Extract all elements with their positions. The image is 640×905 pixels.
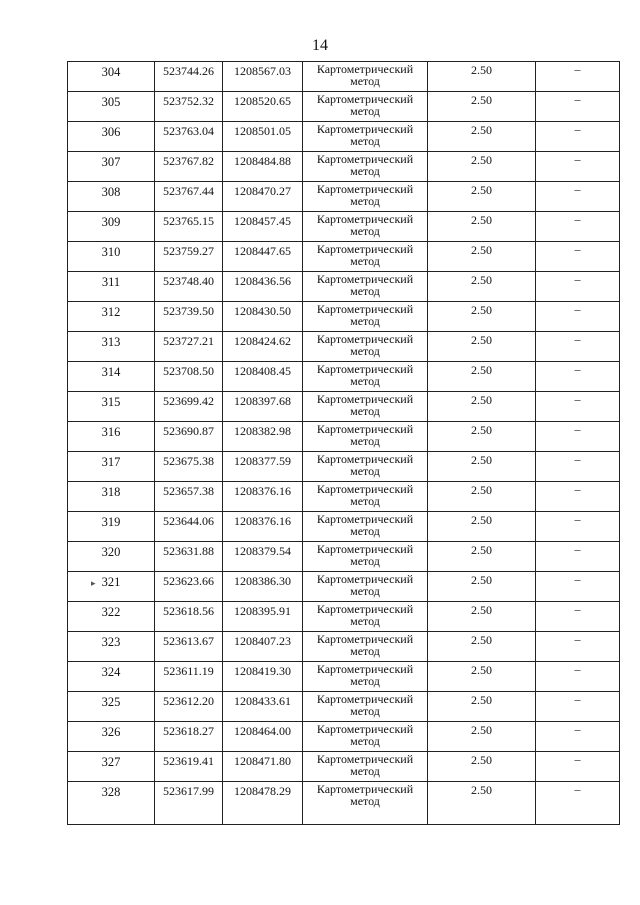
accuracy-cell: 2.50 <box>428 422 536 452</box>
method-line-1: Картометрический <box>316 92 414 106</box>
x-coordinate-cell: 523631.88 <box>155 542 223 572</box>
accuracy-cell: 2.50 <box>428 362 536 392</box>
x-coordinate-cell: 523708.50 <box>155 362 223 392</box>
extra-cell: – <box>536 62 620 92</box>
table-row <box>68 92 620 122</box>
y-coordinate-cell: 1208408.45 <box>223 362 303 392</box>
method-line-2: метод <box>350 344 380 358</box>
table-row <box>68 332 620 362</box>
x-coordinate-cell: 523612.20 <box>155 692 223 722</box>
method-line-2: метод <box>350 104 380 118</box>
method-line-2: метод <box>350 734 380 748</box>
point-number-cell: 307 <box>68 152 155 182</box>
method-line-1: Картометрический <box>316 782 414 796</box>
y-coordinate-cell: 1208433.61 <box>223 692 303 722</box>
accuracy-cell: 2.50 <box>428 122 536 152</box>
point-number-cell: 313 <box>68 332 155 362</box>
method-line-1: Картометрический <box>316 182 414 196</box>
accuracy-cell: 2.50 <box>428 572 536 602</box>
accuracy-cell: 2.50 <box>428 512 536 542</box>
extra-cell: – <box>536 512 620 542</box>
method-line-2: метод <box>350 464 380 478</box>
method-cell <box>303 182 428 212</box>
x-coordinate-cell: 523739.50 <box>155 302 223 332</box>
y-coordinate-cell: 1208470.27 <box>223 182 303 212</box>
point-number-cell: 320 <box>68 542 155 572</box>
accuracy-cell: 2.50 <box>428 242 536 272</box>
extra-cell: – <box>536 632 620 662</box>
method-line-2: метод <box>350 74 380 88</box>
method-cell <box>303 242 428 272</box>
method-line-1: Картометрический <box>316 542 414 556</box>
accuracy-cell: 2.50 <box>428 482 536 512</box>
method-line-2: метод <box>350 314 380 328</box>
coordinates-table <box>67 61 620 825</box>
accuracy-cell: 2.50 <box>428 332 536 362</box>
table-row <box>68 722 620 752</box>
x-coordinate-cell: 523618.56 <box>155 602 223 632</box>
point-number-cell: 316 <box>68 422 155 452</box>
extra-cell: – <box>536 422 620 452</box>
table-row <box>68 422 620 452</box>
x-coordinate-cell: 523727.21 <box>155 332 223 362</box>
x-coordinate-cell: 523611.19 <box>155 662 223 692</box>
method-cell <box>303 92 428 122</box>
point-number-cell: 311 <box>68 272 155 302</box>
method-line-1: Картометрический <box>316 152 414 166</box>
y-coordinate-cell: 1208407.23 <box>223 632 303 662</box>
method-cell <box>303 452 428 482</box>
y-coordinate-cell: 1208520.65 <box>223 92 303 122</box>
table-row <box>68 782 620 825</box>
method-line-1: Картометрический <box>316 452 414 466</box>
point-number-cell: 323 <box>68 632 155 662</box>
table-row <box>68 212 620 242</box>
extra-cell: – <box>536 332 620 362</box>
table-row <box>68 392 620 422</box>
point-number-cell: 314 <box>68 362 155 392</box>
method-line-2: метод <box>350 434 380 448</box>
point-number-cell: 306 <box>68 122 155 152</box>
table-row <box>68 182 620 212</box>
method-cell <box>303 692 428 722</box>
method-line-1: Картометрический <box>316 752 414 766</box>
method-line-2: метод <box>350 674 380 688</box>
point-number-cell: 326 <box>68 722 155 752</box>
point-number-cell: 308 <box>68 182 155 212</box>
method-line-1: Картометрический <box>316 722 414 736</box>
method-line-1: Картометрический <box>316 422 414 436</box>
method-cell <box>303 722 428 752</box>
y-coordinate-cell: 1208501.05 <box>223 122 303 152</box>
point-number-cell: 325 <box>68 692 155 722</box>
point-number-cell: 318 <box>68 482 155 512</box>
method-cell <box>303 392 428 422</box>
extra-cell: – <box>536 212 620 242</box>
method-cell <box>303 482 428 512</box>
extra-cell: – <box>536 692 620 722</box>
table-row <box>68 452 620 482</box>
extra-cell: – <box>536 302 620 332</box>
table-row <box>68 122 620 152</box>
x-coordinate-cell: 523623.66 <box>155 572 223 602</box>
point-number-cell: 319 <box>68 512 155 542</box>
x-coordinate-cell: 523767.82 <box>155 152 223 182</box>
y-coordinate-cell: 1208457.45 <box>223 212 303 242</box>
accuracy-cell: 2.50 <box>428 452 536 482</box>
extra-cell: – <box>536 452 620 482</box>
method-line-1: Картометрический <box>316 272 414 286</box>
table-row <box>68 362 620 392</box>
y-coordinate-cell: 1208377.59 <box>223 452 303 482</box>
y-coordinate-cell: 1208436.56 <box>223 272 303 302</box>
x-coordinate-cell: 523644.06 <box>155 512 223 542</box>
method-line-2: метод <box>350 134 380 148</box>
method-cell <box>303 662 428 692</box>
method-cell <box>303 782 428 825</box>
point-number-cell: 304 <box>68 62 155 92</box>
extra-cell: – <box>536 722 620 752</box>
method-line-2: метод <box>350 284 380 298</box>
method-line-1: Картометрический <box>316 212 414 226</box>
x-coordinate-cell: 523763.04 <box>155 122 223 152</box>
y-coordinate-cell: 1208464.00 <box>223 722 303 752</box>
point-number-cell: 322 <box>68 602 155 632</box>
method-line-2: метод <box>350 794 380 808</box>
table-row <box>68 152 620 182</box>
extra-cell: – <box>536 602 620 632</box>
table-row <box>68 542 620 572</box>
method-line-1: Картометрический <box>316 62 414 76</box>
method-cell <box>303 422 428 452</box>
table-row <box>68 572 620 602</box>
x-coordinate-cell: 523748.40 <box>155 272 223 302</box>
method-line-2: метод <box>350 614 380 628</box>
method-line-2: метод <box>350 764 380 778</box>
x-coordinate-cell: 523618.27 <box>155 722 223 752</box>
extra-cell: – <box>536 92 620 122</box>
accuracy-cell: 2.50 <box>428 272 536 302</box>
y-coordinate-cell: 1208379.54 <box>223 542 303 572</box>
x-coordinate-cell: 523657.38 <box>155 482 223 512</box>
accuracy-cell: 2.50 <box>428 542 536 572</box>
x-coordinate-cell: 523690.87 <box>155 422 223 452</box>
accuracy-cell: 2.50 <box>428 182 536 212</box>
y-coordinate-cell: 1208419.30 <box>223 662 303 692</box>
method-line-2: метод <box>350 254 380 268</box>
x-coordinate-cell: 523752.32 <box>155 92 223 122</box>
page-number: 14 <box>312 37 328 54</box>
accuracy-cell: 2.50 <box>428 722 536 752</box>
method-line-2: метод <box>350 704 380 718</box>
method-line-2: метод <box>350 494 380 508</box>
method-line-1: Картометрический <box>316 482 414 496</box>
accuracy-cell: 2.50 <box>428 212 536 242</box>
accuracy-cell: 2.50 <box>428 392 536 422</box>
x-coordinate-cell: 523617.99 <box>155 782 223 825</box>
x-coordinate-cell: 523675.38 <box>155 452 223 482</box>
accuracy-cell: 2.50 <box>428 692 536 722</box>
y-coordinate-cell: 1208478.29 <box>223 782 303 825</box>
y-coordinate-cell: 1208447.65 <box>223 242 303 272</box>
y-coordinate-cell: 1208567.03 <box>223 62 303 92</box>
method-cell <box>303 542 428 572</box>
point-number-cell: 317 <box>68 452 155 482</box>
method-cell <box>303 632 428 662</box>
point-number-cell: 312 <box>68 302 155 332</box>
x-coordinate-cell: 523699.42 <box>155 392 223 422</box>
table-row <box>68 692 620 722</box>
accuracy-cell: 2.50 <box>428 752 536 782</box>
accuracy-cell: 2.50 <box>428 662 536 692</box>
method-cell <box>303 362 428 392</box>
accuracy-cell: 2.50 <box>428 152 536 182</box>
y-coordinate-cell: 1208386.30 <box>223 572 303 602</box>
method-cell <box>303 752 428 782</box>
method-cell <box>303 272 428 302</box>
extra-cell: – <box>536 752 620 782</box>
method-line-1: Картометрический <box>316 632 414 646</box>
table-row <box>68 302 620 332</box>
point-number-cell: 327 <box>68 752 155 782</box>
table-row <box>68 512 620 542</box>
accuracy-cell: 2.50 <box>428 302 536 332</box>
extra-cell: – <box>536 482 620 512</box>
method-cell <box>303 512 428 542</box>
table-row <box>68 482 620 512</box>
point-number-cell: 305 <box>68 92 155 122</box>
point-number-cell: 309 <box>68 212 155 242</box>
method-line-1: Картометрический <box>316 602 414 616</box>
method-line-1: Картометрический <box>316 122 414 136</box>
table-row <box>68 242 620 272</box>
table-row <box>68 62 620 92</box>
method-line-1: Картометрический <box>316 332 414 346</box>
method-cell <box>303 302 428 332</box>
y-coordinate-cell: 1208395.91 <box>223 602 303 632</box>
x-coordinate-cell: 523613.67 <box>155 632 223 662</box>
point-number-cell: 321 <box>68 572 155 602</box>
method-line-2: метод <box>350 554 380 568</box>
method-cell <box>303 332 428 362</box>
extra-cell: – <box>536 572 620 602</box>
y-coordinate-cell: 1208430.50 <box>223 302 303 332</box>
method-line-2: метод <box>350 164 380 178</box>
y-coordinate-cell: 1208397.68 <box>223 392 303 422</box>
x-coordinate-cell: 523767.44 <box>155 182 223 212</box>
extra-cell: – <box>536 392 620 422</box>
extra-cell: – <box>536 662 620 692</box>
table-row <box>68 632 620 662</box>
x-coordinate-cell: 523759.27 <box>155 242 223 272</box>
y-coordinate-cell: 1208424.62 <box>223 332 303 362</box>
accuracy-cell: 2.50 <box>428 632 536 662</box>
accuracy-cell: 2.50 <box>428 782 536 825</box>
extra-cell: – <box>536 782 620 825</box>
x-coordinate-cell: 523744.26 <box>155 62 223 92</box>
method-line-1: Картометрический <box>316 242 414 256</box>
method-line-2: метод <box>350 224 380 238</box>
y-coordinate-cell: 1208376.16 <box>223 512 303 542</box>
method-line-2: метод <box>350 374 380 388</box>
y-coordinate-cell: 1208471.80 <box>223 752 303 782</box>
method-line-1: Картометрический <box>316 392 414 406</box>
method-cell <box>303 572 428 602</box>
accuracy-cell: 2.50 <box>428 602 536 632</box>
table-row <box>68 272 620 302</box>
x-coordinate-cell: 523765.15 <box>155 212 223 242</box>
table-body <box>68 62 620 825</box>
method-cell <box>303 152 428 182</box>
table-row <box>68 662 620 692</box>
extra-cell: – <box>536 152 620 182</box>
method-line-2: метод <box>350 584 380 598</box>
method-line-2: метод <box>350 404 380 418</box>
extra-cell: – <box>536 272 620 302</box>
method-line-1: Картометрический <box>316 362 414 376</box>
point-number-cell: 310 <box>68 242 155 272</box>
extra-cell: – <box>536 182 620 212</box>
point-number-cell: 315 <box>68 392 155 422</box>
extra-cell: – <box>536 122 620 152</box>
y-coordinate-cell: 1208376.16 <box>223 482 303 512</box>
method-line-1: Картометрический <box>316 572 414 586</box>
method-line-2: метод <box>350 194 380 208</box>
method-cell <box>303 122 428 152</box>
extra-cell: – <box>536 542 620 572</box>
method-cell <box>303 62 428 92</box>
table-row <box>68 752 620 782</box>
method-line-1: Картометрический <box>316 302 414 316</box>
y-coordinate-cell: 1208382.98 <box>223 422 303 452</box>
table-row <box>68 602 620 632</box>
y-coordinate-cell: 1208484.88 <box>223 152 303 182</box>
method-cell <box>303 602 428 632</box>
method-line-2: метод <box>350 644 380 658</box>
x-coordinate-cell: 523619.41 <box>155 752 223 782</box>
margin-mark: ▸ <box>91 578 96 588</box>
method-line-1: Картометрический <box>316 692 414 706</box>
method-line-1: Картометрический <box>316 512 414 526</box>
extra-cell: – <box>536 242 620 272</box>
accuracy-cell: 2.50 <box>428 62 536 92</box>
method-line-2: метод <box>350 524 380 538</box>
accuracy-cell: 2.50 <box>428 92 536 122</box>
point-number-cell: 324 <box>68 662 155 692</box>
method-line-1: Картометрический <box>316 662 414 676</box>
extra-cell: – <box>536 362 620 392</box>
method-cell <box>303 212 428 242</box>
point-number-cell: 328 <box>68 782 155 825</box>
